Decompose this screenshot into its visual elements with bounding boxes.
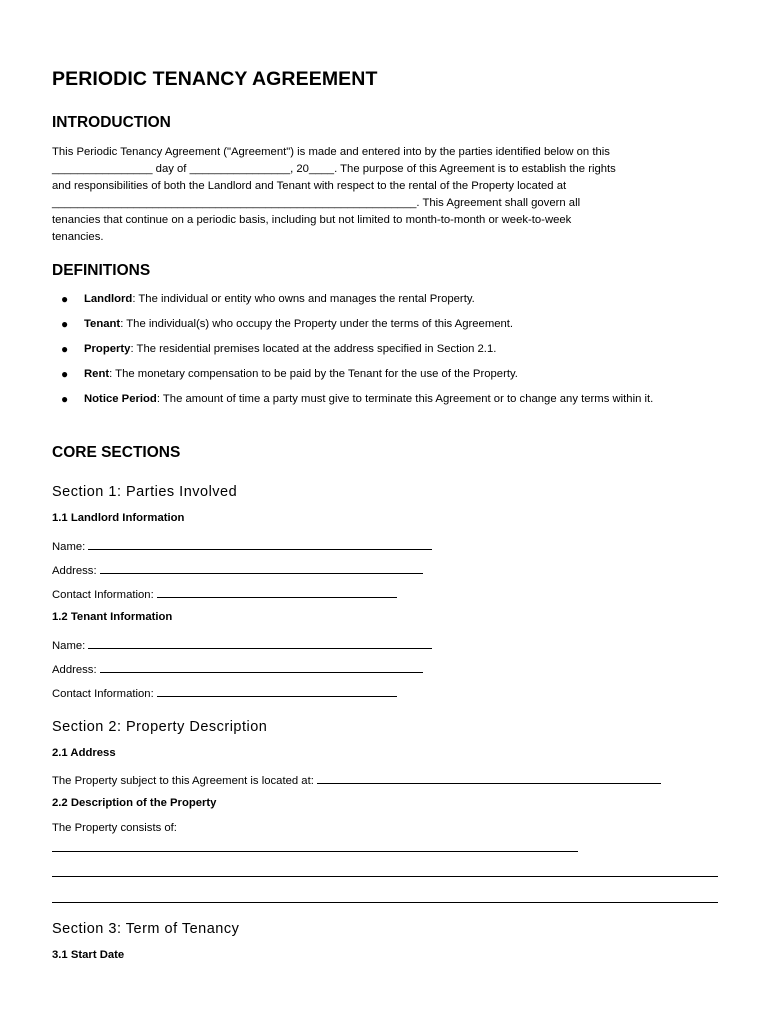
- definitions-list: [52, 292, 712, 417]
- list-item: [52, 392, 712, 408]
- name-label: Name:: [52, 640, 86, 652]
- contact-label: Contact Information:: [52, 589, 154, 601]
- intro-line: ________________ day of ________________, 20____. The purpose of this Agreement is to establish the rights: [52, 163, 616, 175]
- blank-line: [88, 538, 432, 550]
- bullet-icon: ●: [61, 342, 69, 356]
- tenant-address-field[interactable]: [52, 661, 423, 676]
- blank-line: [157, 685, 397, 697]
- list-item: [52, 367, 712, 383]
- landlord-contact-field[interactable]: [52, 586, 397, 601]
- tenant-name-field[interactable]: [52, 637, 432, 652]
- address-text: The Property subject to this Agreement is located at:: [52, 775, 314, 787]
- definition-term: Tenant: [84, 318, 121, 330]
- landlord-info-heading: 1.1 Landlord Information: [52, 512, 185, 524]
- description-line[interactable]: [52, 851, 578, 852]
- section-1-title: Section 1: Parties Involved: [52, 484, 238, 500]
- introduction-heading: INTRODUCTION: [52, 114, 171, 131]
- bullet-icon: ●: [61, 292, 69, 306]
- property-address-field[interactable]: [52, 772, 661, 787]
- name-label: Name:: [52, 541, 86, 553]
- definition-text: : The individual(s) who occupy the Property under the terms of this Agreement.: [120, 318, 514, 330]
- start-date-heading: 3.1 Start Date: [52, 949, 125, 961]
- blank-line: [100, 661, 423, 673]
- section-3-title: Section 3: Term of Tenancy: [52, 921, 240, 937]
- address-label: Address:: [52, 664, 97, 676]
- blank-line: [88, 637, 432, 649]
- intro-line: tenancies that continue on a periodic basis, including but not limited to month-to-month or week-to-week: [52, 214, 572, 226]
- blank-line: [100, 562, 423, 574]
- blank-line: [317, 772, 661, 784]
- definition-term: Property: [84, 343, 131, 355]
- tenant-contact-field[interactable]: [52, 685, 397, 700]
- list-item: [52, 342, 712, 358]
- bullet-icon: ●: [61, 317, 69, 331]
- definitions-heading: DEFINITIONS: [52, 262, 151, 279]
- document-title: PERIODIC TENANCY AGREEMENT: [52, 68, 378, 90]
- definition-text: : The amount of time a party must give to terminate this Agreement or to change any terms within it.: [156, 393, 654, 405]
- tenant-info-heading: 1.2 Tenant Information: [52, 611, 173, 623]
- blank-line: [157, 586, 397, 598]
- landlord-name-field[interactable]: [52, 538, 432, 553]
- introduction-paragraph: [52, 144, 712, 246]
- landlord-address-field[interactable]: [52, 562, 423, 577]
- description-line[interactable]: [52, 876, 718, 877]
- definition-term: Landlord: [84, 293, 133, 305]
- description-heading: 2.2 Description of the Property: [52, 797, 217, 809]
- list-item: [52, 317, 712, 333]
- description-line[interactable]: [52, 902, 718, 903]
- description-text: The Property consists of:: [52, 822, 177, 834]
- bullet-icon: ●: [61, 392, 69, 406]
- section-2-title: Section 2: Property Description: [52, 719, 268, 735]
- definition-term: Rent: [84, 368, 110, 380]
- contact-label: Contact Information:: [52, 688, 154, 700]
- intro-line: __________________________________________________________. This Agreement shall govern all: [52, 197, 581, 209]
- intro-line: and responsibilities of both the Landlord and Tenant with respect to the rental of the Property located at: [52, 180, 567, 192]
- core-sections-heading: CORE SECTIONS: [52, 444, 181, 461]
- intro-line: tenancies.: [52, 231, 104, 243]
- intro-line: This Periodic Tenancy Agreement ("Agreement") is made and entered into by the parties identified below on this: [52, 146, 610, 158]
- definition-text: : The monetary compensation to be paid by the Tenant for the use of the Property.: [109, 368, 518, 380]
- address-heading: 2.1 Address: [52, 747, 116, 759]
- definition-text: : The residential premises located at the address specified in Section 2.1.: [130, 343, 497, 355]
- address-label: Address:: [52, 565, 97, 577]
- list-item: [52, 292, 712, 308]
- definition-text: : The individual or entity who owns and manages the rental Property.: [132, 293, 475, 305]
- bullet-icon: ●: [61, 367, 69, 381]
- definition-term: Notice Period: [84, 393, 157, 405]
